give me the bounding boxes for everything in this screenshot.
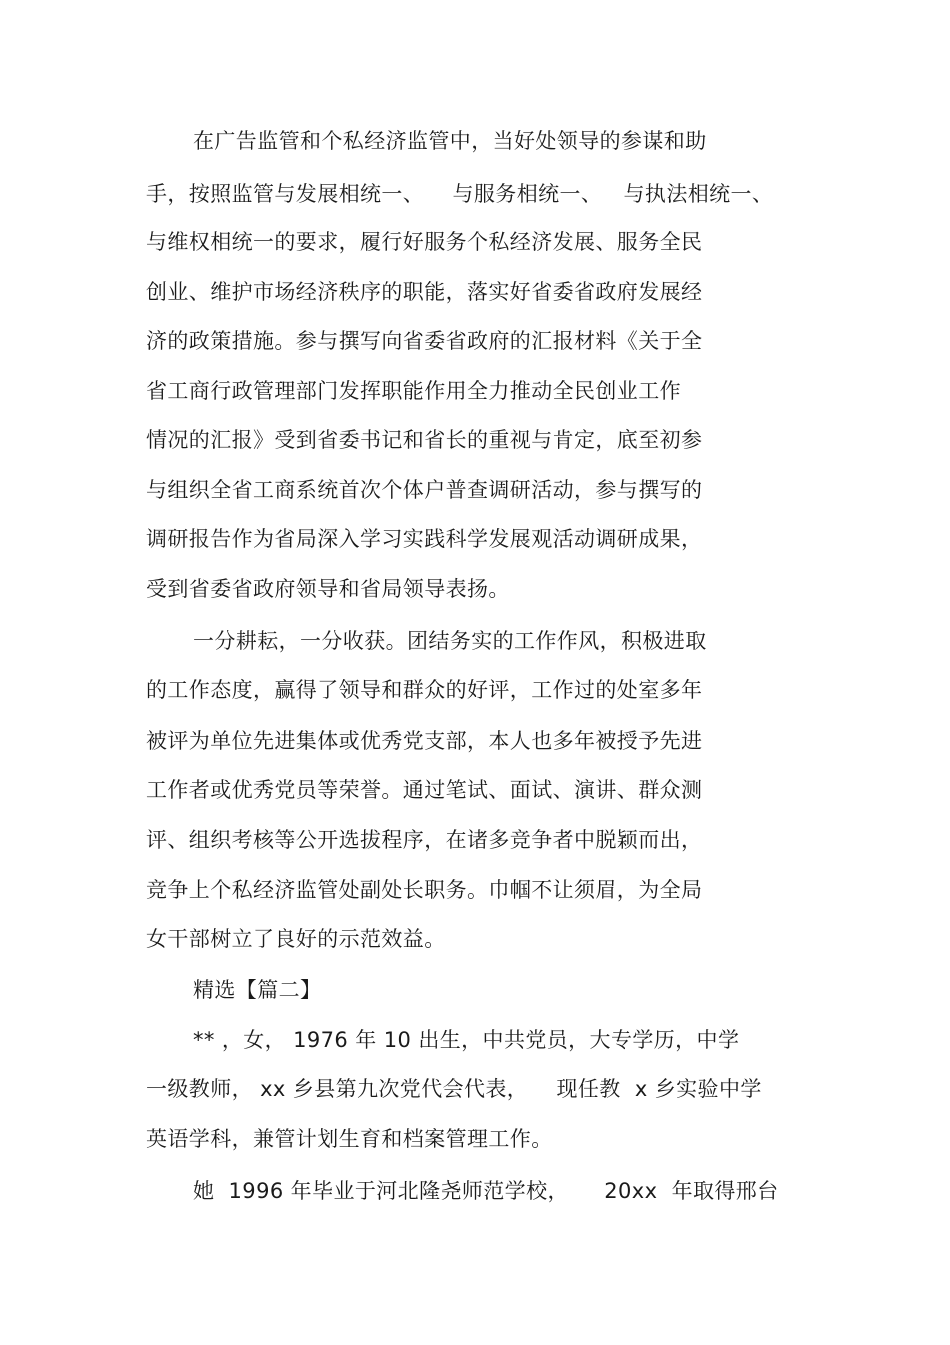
paragraph-line: 创业、维护市场经济秩序的职能，落实好省委省政府发展经 (146, 280, 703, 304)
paragraph-line: 女干部树立了良好的示范效益。 (146, 927, 446, 951)
paragraph-line: 与维权相统一的要求，履行好服务个私经济发展、服务全民 (146, 230, 703, 254)
paragraph-line: 的工作态度，赢得了领导和群众的好评，工作过的处室多年 (146, 678, 703, 702)
paragraph-line: 竞争上个私经济监管处副处长职务。巾帼不让须眉，为全局 (146, 878, 703, 902)
paragraph-line: 省工商行政管理部门发挥职能作用全力推动全民创业工作 (146, 379, 681, 403)
paragraph-line: ** ，女， 1976 年 10 出生，中共党员，大专学历，中学 (193, 1028, 740, 1052)
paragraph-line: 与组织全省工商系统首次个体户普查调研活动，参与撰写的 (146, 478, 703, 502)
paragraph-line: 一分耕耘，一分收获。团结务实的工作作风，积极进取 (193, 629, 707, 653)
paragraph-line: 调研报告作为省局深入学习实践科学发展观活动调研成果， (146, 527, 703, 551)
paragraph-line: 她 1996 年毕业于河北隆尧师范学校， 20xx 年取得邢台 (193, 1179, 779, 1203)
paragraph-line: 评、组织考核等公开选拔程序，在诸多竞争者中脱颖而出， (146, 828, 703, 852)
paragraph-line: 英语学科，兼管计划生育和档案管理工作。 (146, 1127, 553, 1151)
paragraph-line: 受到省委省政府领导和省局领导表扬。 (146, 577, 510, 601)
paragraph-line: 被评为单位先进集体或优秀党支部，本人也多年被授予先进 (146, 729, 703, 753)
paragraph-line: 在广告监管和个私经济监管中，当好处领导的参谋和助 (193, 129, 707, 153)
paragraph-line: 一级教师， xx 乡县第九次党代会代表， 现任教 x 乡实验中学 (146, 1077, 762, 1101)
paragraph-line: 手，按照监管与发展相统一、 与服务相统一、 与执法相统一、 (146, 182, 774, 206)
paragraph-line: 工作者或优秀党员等荣誉。通过笔试、面试、演讲、群众测 (146, 778, 703, 802)
section-heading: 精选【篇二】 (193, 978, 322, 1002)
paragraph-line: 情况的汇报》受到省委书记和省长的重视与肯定，底至初参 (146, 428, 703, 452)
paragraph-line: 济的政策措施。参与撰写向省委省政府的汇报材料《关于全 (146, 329, 703, 353)
